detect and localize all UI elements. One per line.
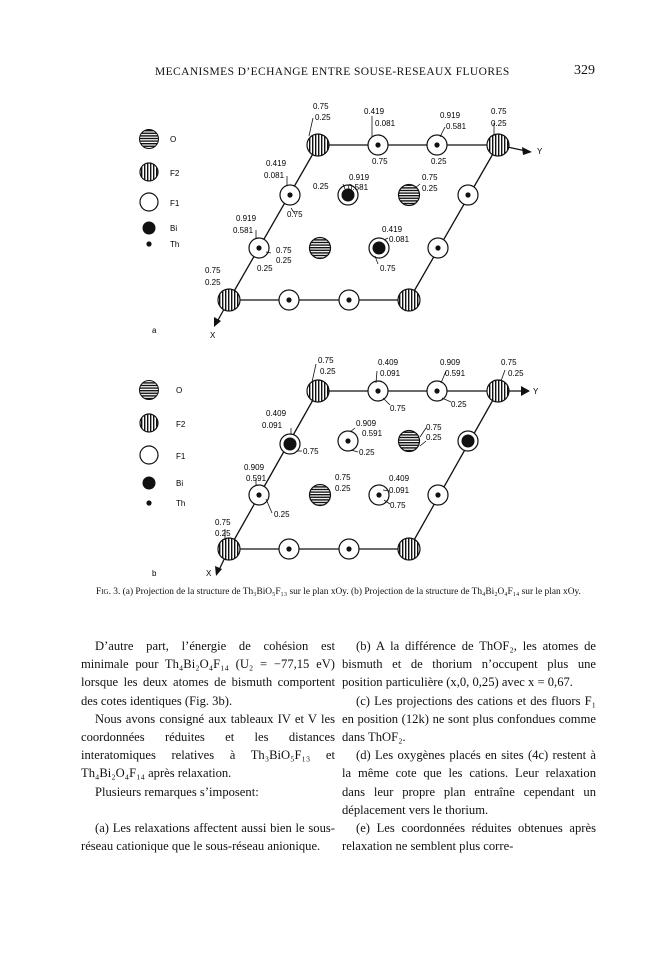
legend-f1-label: F1 — [176, 452, 186, 461]
coord-label: 0.25 — [335, 484, 351, 493]
coord-label: 0.419 — [382, 225, 403, 234]
running-header-title: MECANISMES D’ECHANGE ENTRE SOUSE-RESEAUX FLUORES — [155, 66, 510, 78]
paragraph: Nous avons consigné aux tableaux IV et V les coordonnées réduites et les distances interatomiques relatives à Th₃BiO₅F₁₃ et Th₄Bi₂O₄F₁₄ après relaxation. — [81, 711, 335, 781]
th-atom — [375, 142, 380, 147]
coord-label: 0.75 — [276, 246, 292, 255]
paragraph-spacer — [81, 801, 335, 819]
coord-label: 0.409 — [389, 474, 410, 483]
coord-label: 0.091 — [380, 369, 401, 378]
o-atom — [310, 238, 331, 259]
legend-f2-label: F2 — [176, 420, 186, 429]
coord-label: 0.75 — [390, 501, 406, 510]
coord-label: 0.919 — [440, 111, 461, 120]
coord-label: 0.581 — [348, 183, 369, 192]
coord-label: 0.75 — [215, 518, 231, 527]
th-atom — [434, 142, 439, 147]
coord-label: 0.919 — [236, 214, 257, 223]
axis-x-arrow-a — [214, 317, 221, 327]
right-column — [342, 637, 596, 855]
page-number: 329 — [574, 63, 595, 78]
paragraph: (c) Les projections des cations et des fluors F₁ en position (12k) ne sont plus confondues comme dans ThOF₂. — [342, 693, 596, 745]
coord-label: 0.25 — [508, 369, 524, 378]
legend-bi-label: Bi — [170, 224, 178, 233]
coord-label: 0.25 — [257, 264, 273, 273]
coord-label: 0.25 — [315, 113, 331, 122]
legend-th-icon — [146, 241, 151, 246]
th-atom — [434, 388, 439, 393]
legend-f2-icon — [140, 414, 158, 432]
atoms-a — [218, 134, 509, 311]
o-atom — [310, 485, 331, 506]
o-atom — [399, 185, 420, 206]
figure-a — [140, 102, 544, 340]
th-atom — [345, 438, 350, 443]
th-atom — [286, 546, 291, 551]
th-atom — [346, 546, 351, 551]
coord-label: 0.25 — [313, 182, 329, 191]
coord-label: 0.75 — [335, 473, 351, 482]
legend-o-icon — [140, 381, 159, 400]
legend-th-label: Th — [170, 240, 180, 249]
axis-y-arrow-b — [521, 386, 530, 396]
coord-label: 0.419 — [364, 107, 385, 116]
coord-label: 0.75 — [318, 356, 334, 365]
legend-a — [140, 130, 180, 250]
coord-label: 0.25 — [431, 157, 447, 166]
coord-label: 0.919 — [349, 173, 370, 182]
paragraph: (b) A la différence de ThOF₂, les atomes de bismuth et de thorium n’occupent plus une position particulière (x,0, 0,25) avec x = 0,67. — [342, 639, 596, 690]
th-atom — [435, 245, 440, 250]
f2-atom — [487, 134, 509, 156]
th-atom — [256, 492, 261, 497]
legend-th-label: Th — [176, 499, 186, 508]
coord-label: 0.25 — [276, 256, 292, 265]
bi-atom — [284, 438, 297, 451]
legend-f2-icon — [140, 163, 158, 181]
coord-label: 0.75 — [501, 358, 517, 367]
coord-label: 0.591 — [445, 369, 466, 378]
coord-label: 0.25 — [451, 400, 467, 409]
coord-label: 0.75 — [372, 157, 388, 166]
coord-label: 0.091 — [389, 486, 410, 495]
legend-bi-icon — [143, 222, 156, 235]
legend-th-icon — [146, 500, 151, 505]
coord-label: 0.591 — [246, 474, 267, 483]
th-atom — [286, 297, 291, 302]
coord-label: 0.75 — [491, 107, 507, 116]
caption-prefix: Fig. 3. — [96, 587, 121, 597]
coord-label: 0.25 — [426, 433, 442, 442]
legend-bi-label: Bi — [176, 479, 184, 488]
legend-b — [140, 381, 186, 509]
th-atom — [435, 492, 440, 497]
f2-atom — [487, 380, 509, 402]
th-atom — [256, 245, 261, 250]
axis-x-label-a: X — [210, 331, 216, 340]
coord-label: 0.75 — [303, 447, 319, 456]
legend-f2-label: F2 — [170, 169, 180, 178]
f2-atom — [398, 538, 420, 560]
bi-atom — [462, 435, 475, 448]
th-atom — [346, 297, 351, 302]
th-atom — [287, 192, 292, 197]
paragraph: (d) Les oxygènes placés en sites (4c) restent à la même cote que les cations. Leur relaxation dans leur propre plan entraîne cependant un déplacement vers le thorium. — [342, 748, 596, 817]
th-atom — [375, 388, 380, 393]
paragraph: (a) Les relaxations affectent aussi bien le sous-réseau cationique que le sous-réseau anionique. — [81, 820, 335, 854]
axis-x-arrow-b — [215, 566, 222, 576]
coord-label: 0.091 — [262, 421, 283, 430]
coord-label: 0.081 — [375, 119, 396, 128]
coord-label: 0.081 — [264, 171, 285, 180]
legend-o-label: O — [176, 386, 183, 395]
axis-y-label-b: Y — [533, 387, 539, 396]
coord-label: 0.25 — [205, 278, 221, 287]
coord-label: 0.75 — [390, 404, 406, 413]
axis-x-label-b: X — [206, 569, 212, 578]
coord-label: 0.75 — [205, 266, 221, 275]
coord-label: 0.409 — [378, 358, 399, 367]
coord-label: 0.25 — [274, 510, 290, 519]
f2-atom — [218, 289, 240, 311]
o-atom — [399, 431, 420, 452]
coord-label: 0.25 — [215, 529, 231, 538]
coord-label: 0.75 — [380, 264, 396, 273]
legend-o-label: O — [170, 135, 177, 144]
th-atom — [465, 192, 470, 197]
axis-y-arrow-a — [522, 147, 532, 155]
paragraph: D’autre part, l’énergie de cohésion est minimale pour Th₄Bi₂O₄F₁₄ (U₂ = −77,15 eV) lorsque les deux atomes de bismuth comportent des cotes identiques (Fig. 3b). — [81, 639, 335, 708]
panel-label-a: a — [152, 326, 157, 335]
panel-label-b: b — [152, 569, 157, 578]
coord-label: 0.909 — [440, 358, 461, 367]
caption-text: (a) Projection de la structure de Th₃BiO₅F₁₃ sur le plan xOy. (b) Projection de la structure de Th₄Bi₂O₄F₁₄ sur le plan xOy. — [122, 587, 581, 597]
coord-label: 0.25 — [491, 119, 507, 128]
paragraph: Plusieurs remarques s’imposent: — [95, 784, 259, 799]
bi-atom — [373, 242, 386, 255]
coordinate-labels-b — [215, 356, 524, 538]
coord-label: 0.25 — [320, 367, 336, 376]
axis-y-label-a: Y — [537, 147, 543, 156]
legend-o-icon — [140, 130, 159, 149]
coord-label: 0.75 — [422, 173, 438, 182]
coord-label: 0.409 — [266, 409, 287, 418]
legend-f1-icon — [140, 193, 158, 211]
th-atom — [376, 492, 381, 497]
f2-atom — [307, 380, 329, 402]
coord-label: 0.591 — [362, 429, 383, 438]
f2-atom — [307, 134, 329, 156]
coord-label: 0.909 — [356, 419, 377, 428]
coord-label: 0.75 — [313, 102, 329, 111]
coord-label: 0.25 — [359, 448, 375, 457]
legend-f1-icon — [140, 446, 158, 464]
f2-atom — [218, 538, 240, 560]
coord-label: 0.581 — [446, 122, 467, 131]
coord-label: 0.581 — [233, 226, 254, 235]
legend-f1-label: F1 — [170, 199, 180, 208]
coord-label: 0.909 — [244, 463, 265, 472]
figure-caption — [96, 586, 586, 599]
left-column — [81, 637, 335, 855]
coord-label: 0.25 — [422, 184, 438, 193]
legend-bi-icon — [143, 477, 156, 490]
coord-label: 0.75 — [287, 210, 303, 219]
f2-atom — [398, 289, 420, 311]
coord-label: 0.419 — [266, 159, 287, 168]
coord-label: 0.75 — [426, 423, 442, 432]
paragraph: (e) Les coordonnées réduites obtenues après relaxation ne semblent plus corre- — [342, 821, 596, 854]
coord-label: 0.081 — [389, 235, 410, 244]
figure-b — [140, 356, 540, 578]
